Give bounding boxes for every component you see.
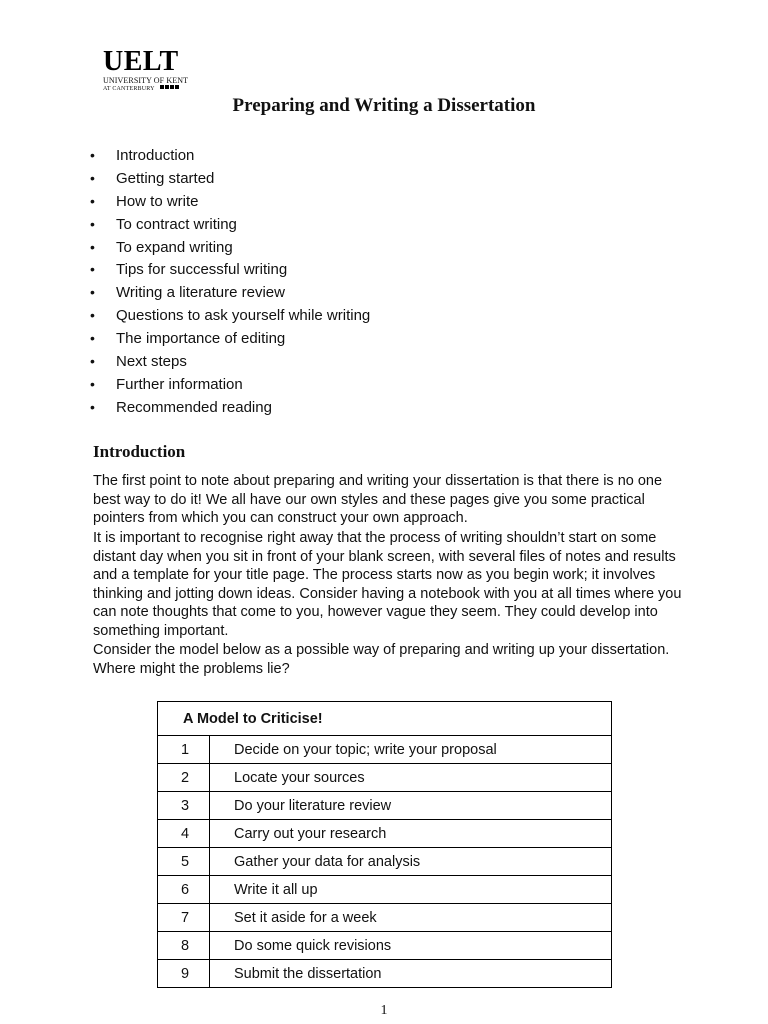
step-text: Locate your sources bbox=[210, 764, 612, 792]
step-number: 1 bbox=[158, 736, 210, 764]
toc-item bbox=[90, 351, 370, 374]
introduction-heading: Introduction bbox=[93, 442, 186, 461]
table-header-row bbox=[158, 702, 612, 736]
logo-university-line: UNIVERSITY OF KENT bbox=[103, 76, 189, 85]
toc-item-label: Questions to ask yourself while writing bbox=[116, 307, 371, 325]
step-text: Decide on your topic; write your proposal bbox=[210, 736, 612, 764]
step-number: 9 bbox=[158, 960, 210, 988]
table-row bbox=[158, 904, 612, 932]
bullet-icon: • bbox=[90, 284, 95, 301]
step-number: 6 bbox=[158, 876, 210, 904]
step-number: 8 bbox=[158, 932, 210, 960]
bullet-icon: • bbox=[90, 169, 95, 186]
uelt-logo bbox=[103, 48, 199, 93]
toc-item bbox=[90, 168, 370, 191]
logo-location-line: AT CANTERBURY bbox=[103, 85, 199, 93]
bullet-icon: • bbox=[90, 215, 95, 232]
bullet-icon: • bbox=[90, 192, 95, 209]
toc-item bbox=[90, 145, 370, 168]
toc-item-label: Next steps bbox=[116, 353, 187, 371]
bullet-icon: • bbox=[90, 238, 95, 255]
table-row bbox=[158, 876, 612, 904]
step-text: Do your literature review bbox=[210, 792, 612, 820]
toc-item-label: The importance of editing bbox=[116, 330, 286, 348]
toc-item bbox=[90, 237, 370, 260]
toc-item bbox=[90, 397, 370, 420]
intro-paragraph: It is important to recognise right away that the process of writing shouldn’t start on some distant day when you sit in front of your blank screen, with several files of notes and results and a template for your title page. The process starts now as you begin work; it involves thinking and jotting down ideas. Consider having a notebook with you at all times where you can note thoughts that come to you, however vague they seem. They could develop into something important. bbox=[93, 530, 682, 639]
step-number: 4 bbox=[158, 820, 210, 848]
table-row bbox=[158, 792, 612, 820]
step-text: Write it all up bbox=[210, 876, 612, 904]
table-of-contents bbox=[90, 145, 370, 420]
table-row bbox=[158, 764, 612, 792]
table-row bbox=[158, 820, 612, 848]
page-number: 1 bbox=[380, 1003, 388, 1018]
step-number: 5 bbox=[158, 848, 210, 876]
toc-item-label: Getting started bbox=[116, 169, 215, 187]
toc-item bbox=[90, 305, 370, 328]
step-text: Set it aside for a week bbox=[210, 904, 612, 932]
toc-item bbox=[90, 259, 370, 282]
toc-item-label: Introduction bbox=[116, 147, 195, 164]
table-header: A Model to Criticise! bbox=[158, 702, 612, 736]
step-number: 3 bbox=[158, 792, 210, 820]
toc-item bbox=[90, 214, 370, 237]
toc-item-label: Writing a literature review bbox=[116, 284, 285, 302]
bullet-icon: • bbox=[90, 307, 95, 324]
logo-wordmark: UELT bbox=[103, 46, 179, 77]
step-number: 2 bbox=[158, 764, 210, 792]
toc-item bbox=[90, 328, 370, 351]
table-row bbox=[158, 960, 612, 988]
bullet-icon: • bbox=[90, 261, 95, 278]
toc-item bbox=[90, 191, 370, 214]
step-text: Submit the dissertation bbox=[210, 960, 612, 988]
logo-squares-icon bbox=[160, 85, 180, 92]
toc-item-label: To expand writing bbox=[116, 238, 233, 256]
toc-item-label: Tips for successful writing bbox=[116, 261, 288, 279]
step-number: 7 bbox=[158, 904, 210, 932]
intro-paragraph: Consider the model below as a possible way of preparing and writing up your dissertation. Where might the problems lie? bbox=[93, 642, 670, 677]
toc-item bbox=[90, 282, 370, 305]
table-row bbox=[158, 736, 612, 764]
bullet-icon: • bbox=[90, 375, 95, 392]
step-text: Do some quick revisions bbox=[210, 932, 612, 960]
bullet-icon: • bbox=[90, 398, 95, 415]
toc-item bbox=[90, 374, 370, 397]
intro-paragraph: The first point to note about preparing and writing your dissertation is that there is no one best way to do it! We all have our own styles and these pages give you some practical pointers from which you can construct your own approach. bbox=[93, 473, 663, 526]
toc-item-label: How to write bbox=[116, 192, 199, 210]
bullet-icon: • bbox=[90, 353, 95, 370]
bullet-icon: • bbox=[90, 330, 95, 347]
step-text: Gather your data for analysis bbox=[210, 848, 612, 876]
toc-item-label: Further information bbox=[116, 375, 243, 393]
table-row bbox=[158, 848, 612, 876]
document-title: Preparing and Writing a Dissertation bbox=[232, 95, 536, 116]
model-table bbox=[157, 701, 612, 988]
step-text: Carry out your research bbox=[210, 820, 612, 848]
toc-item-label: To contract writing bbox=[116, 215, 237, 233]
bullet-icon: • bbox=[90, 147, 95, 163]
toc-item-label: Recommended reading bbox=[116, 398, 272, 416]
table-row bbox=[158, 932, 612, 960]
